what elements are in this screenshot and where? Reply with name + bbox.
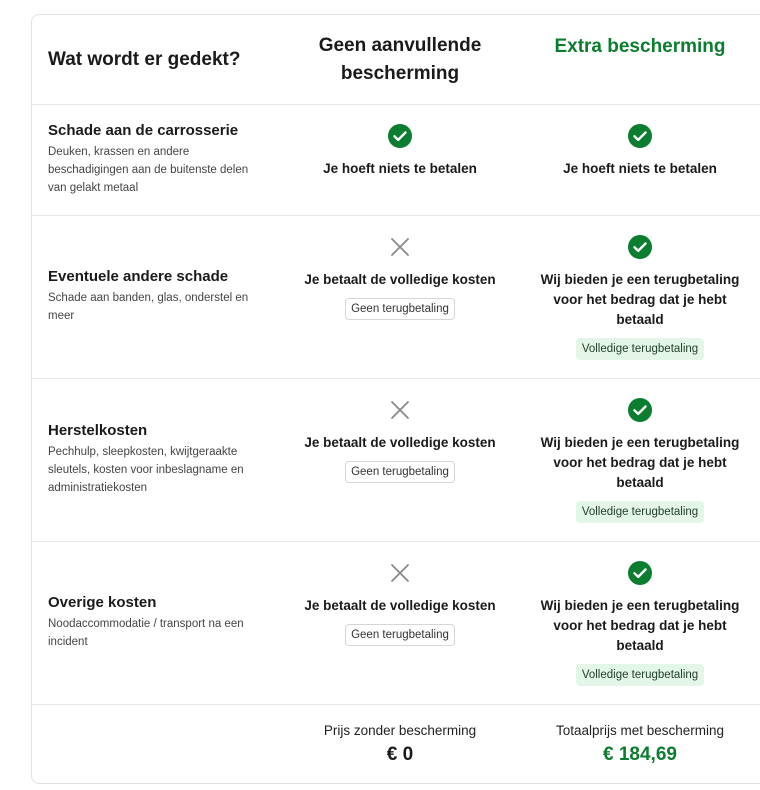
price-extra-protection: € 184,69 — [603, 744, 677, 765]
price-label-no-protection: Prijs zonder bescherming — [323, 723, 477, 738]
coverage-title: Eventuele andere schade — [48, 268, 229, 285]
price-no-protection: € 0 — [386, 744, 414, 765]
check-icon — [627, 234, 653, 260]
coverage-title: Overige kosten — [48, 594, 157, 611]
coverage-outcome: Wij bieden je een terugbetaling voor het bedrag dat je hebt betaald — [540, 435, 740, 490]
price-extra-cell — [522, 704, 758, 784]
full-refund-badge: Volledige terugbetaling — [576, 501, 704, 523]
check-icon — [627, 560, 653, 586]
header-extra-cell — [522, 15, 758, 104]
full-refund-badge: Volledige terugbetaling — [576, 664, 704, 686]
no-protection-cell — [282, 541, 518, 704]
extra-protection-cell — [522, 378, 758, 541]
coverage-row — [32, 104, 760, 216]
coverage-outcome: Je hoeft niets te betalen — [323, 161, 477, 176]
coverage-label-cell — [48, 104, 268, 215]
column-title-no-protection: Geen aanvullende bescherming — [318, 34, 482, 84]
coverage-row — [32, 378, 760, 542]
price-label-extra-protection: Totaalprijs met bescherming — [555, 723, 725, 738]
header-question: Wat wordt er gedekt? — [48, 48, 241, 70]
extra-protection-cell — [522, 215, 758, 378]
no-protection-cell — [282, 215, 518, 378]
no-protection-cell — [282, 378, 518, 541]
coverage-outcome: Wij bieden je een terugbetaling voor het bedrag dat je hebt betaald — [540, 598, 740, 653]
cross-icon — [387, 560, 413, 586]
coverage-outcome: Wij bieden je een terugbetaling voor het bedrag dat je hebt betaald — [540, 272, 740, 327]
coverage-description: Deuken, krassen en andere beschadigingen aan de buitenste delen van gelakt metaal — [48, 146, 249, 194]
coverage-description: Noodaccommodatie / transport na een incident — [48, 618, 244, 648]
price-no-protection-cell — [282, 704, 518, 784]
coverage-title: Herstelkosten — [48, 422, 148, 439]
extra-protection-cell — [522, 104, 758, 215]
cross-icon — [387, 234, 413, 260]
no-refund-badge: Geen terugbetaling — [345, 461, 455, 483]
header-row — [32, 15, 760, 105]
check-icon — [387, 123, 413, 149]
coverage-label-cell — [48, 541, 268, 704]
header-no-protection-cell — [282, 15, 518, 104]
coverage-description: Pechhulp, sleepkosten, kwijtgeraakte sleutels, kosten voor inbeslagname en administratiekosten — [48, 446, 244, 494]
no-refund-badge: Geen terugbetaling — [345, 298, 455, 320]
no-refund-badge: Geen terugbetaling — [345, 624, 455, 646]
cross-icon — [387, 397, 413, 423]
coverage-outcome: Je betaalt de volledige kosten — [304, 435, 496, 450]
coverage-title: Schade aan de carrosserie — [48, 122, 239, 139]
coverage-outcome: Je betaalt de volledige kosten — [304, 598, 496, 613]
no-protection-cell — [282, 104, 518, 215]
coverage-row — [32, 215, 760, 379]
check-icon — [627, 397, 653, 423]
coverage-label-cell — [48, 378, 268, 541]
coverage-comparison-card — [31, 14, 760, 784]
price-row — [32, 704, 760, 784]
check-icon — [627, 123, 653, 149]
full-refund-badge: Volledige terugbetaling — [576, 338, 704, 360]
coverage-outcome: Je hoeft niets te betalen — [563, 161, 717, 176]
extra-protection-cell — [522, 541, 758, 704]
coverage-row — [32, 541, 760, 705]
coverage-outcome: Je betaalt de volledige kosten — [304, 272, 496, 287]
coverage-label-cell — [48, 215, 268, 378]
coverage-description: Schade aan banden, glas, onderstel en meer — [48, 292, 249, 322]
column-title-extra-protection: Extra bescherming — [554, 36, 726, 57]
header-question-cell — [48, 15, 268, 104]
